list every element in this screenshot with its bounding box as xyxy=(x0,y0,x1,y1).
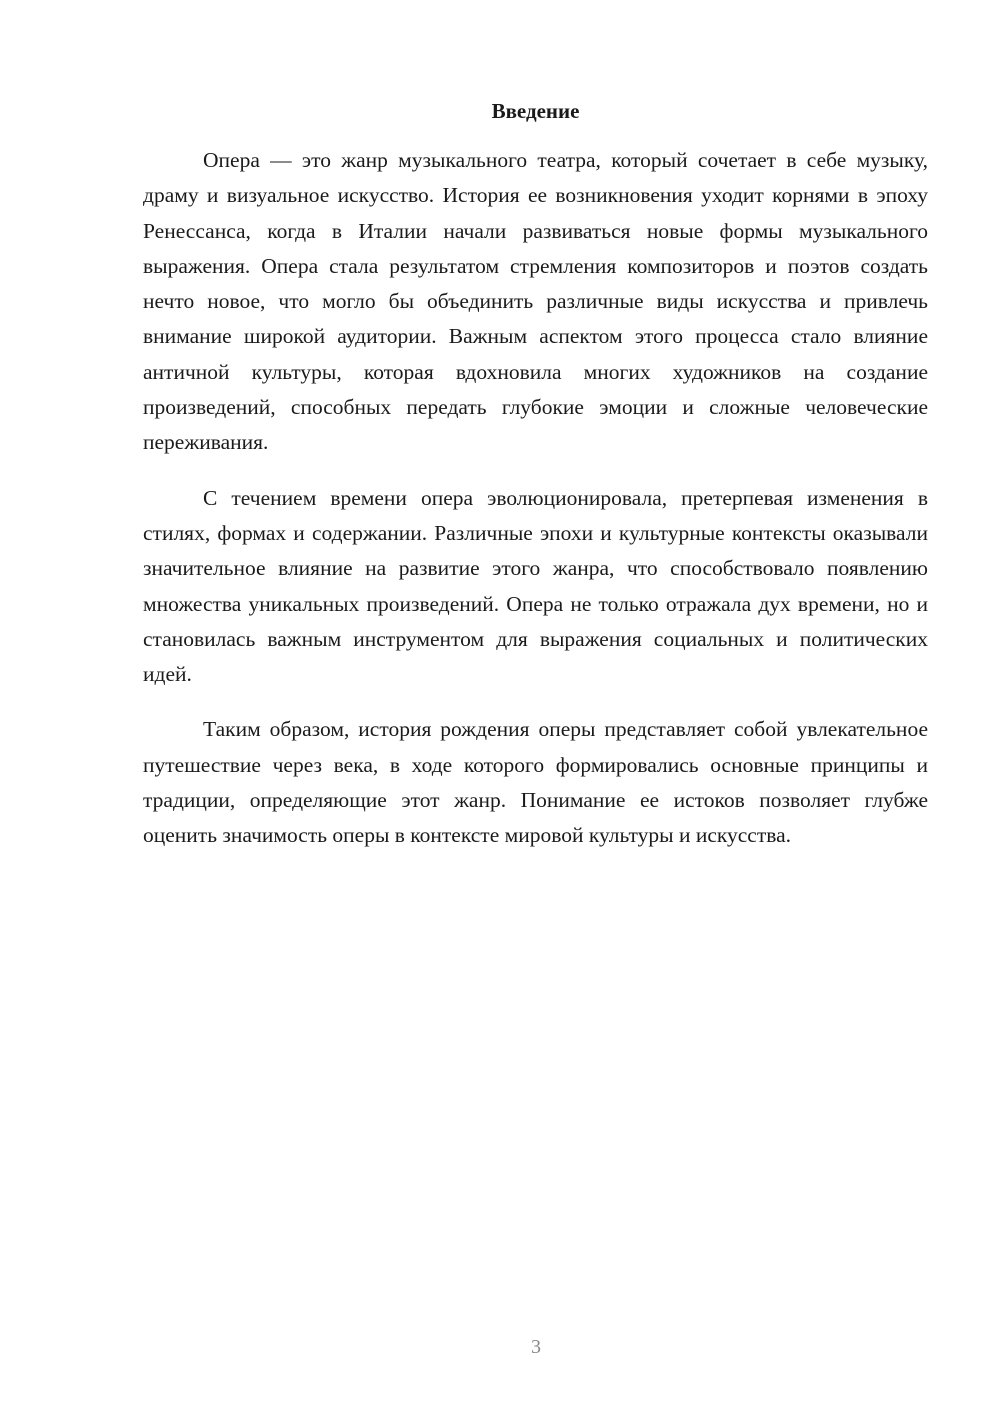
section-heading: Введение xyxy=(491,99,580,123)
paragraph-2: С течением времени опера эволюционировала, претерпевая изменения в стилях, формах и содержании. Различные эпохи и культурные контексты оказывали значительное влияние на развитие этого жанра, что способствовало появлению множества уникальных произведений. Опера не только отражала дух времени, но и становилась важным инструментом для выражения социальных и политических идей. xyxy=(143,485,928,687)
paragraph-1: Опера — это жанр музыкального театра, который сочетает в себе музыку, драму и визуальное искусство. История ее возникновения уходит корнями в эпоху Ренессанса, когда в Италии начали развиваться новые формы музыкального выражения. Опера стала результатом стремления композиторов и поэтов создать нечто новое, что могло бы объединить различные виды искусства и привлечь внимание широкой аудитории. Важным аспектом этого процесса стало влияние античной культуры, которая вдохновила многих художников на создание произведений, способных передать глубокие эмоции и сложные человеческие переживания. xyxy=(143,148,928,455)
body-text xyxy=(143,143,928,854)
paragraph-3: Таким образом, история рождения оперы представляет собой увлекательное путешествие через века, в ходе которого формировались основные принципы и традиции, определяющие этот жанр. Понимание ее истоков позволяет глубже оценить значимость оперы в контексте мировой культуры и искусства. xyxy=(143,717,928,848)
page-number: 3 xyxy=(531,1336,541,1358)
